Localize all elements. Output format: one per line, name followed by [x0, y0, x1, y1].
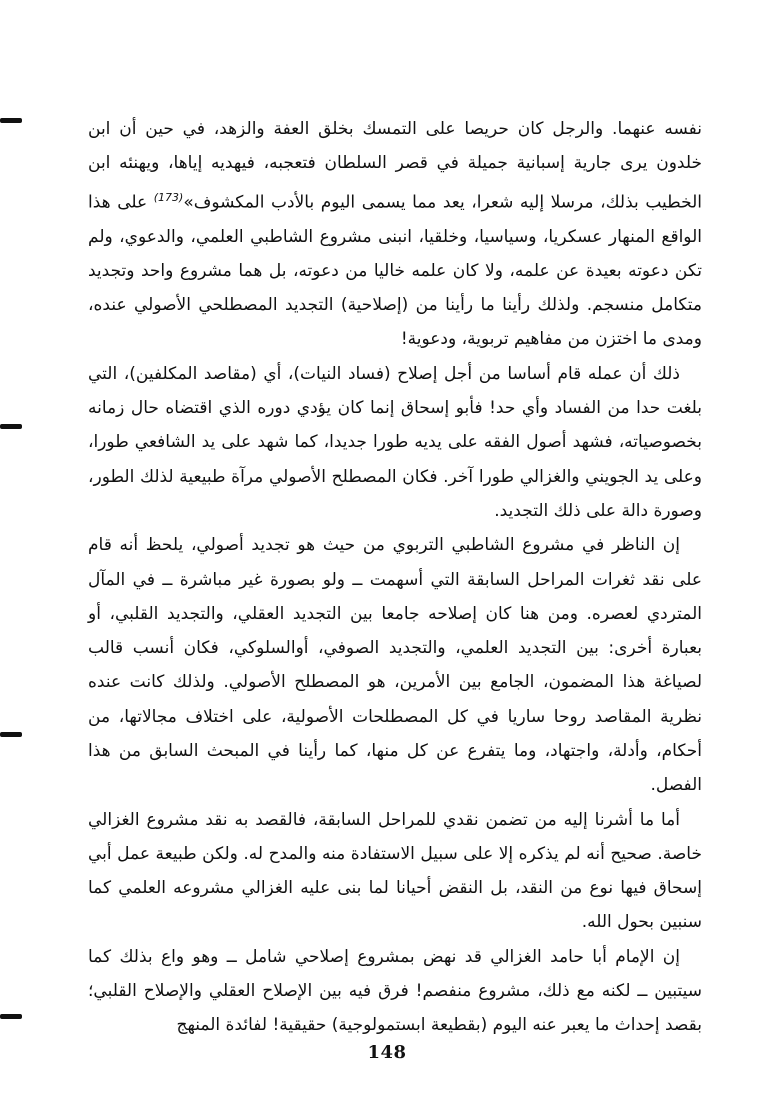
paragraph-text: ذلك أن عمله قام أساسا من أجل إصلاح (فساد النيات)، أي (مقاصد المكلفين)، التي بلغت حدا من الفساد وأي حد! فأبو إسحاق إنما كان يؤدي دوره الذي اقتضاه حال زمانه بخصوصياته، فشهد أصول الفقه على يديه طورا جديدا، كما شهد على يد الشافعي طورا، وعلى يد الجويني والغزالي طورا آخر. فكان المصطلح الأصولي مرآة طبيعية لذلك الطور، وصورة دالة على ذلك التجديد.	[88, 363, 702, 521]
paragraph-2	[88, 357, 702, 528]
paragraph-3	[88, 528, 702, 802]
paragraph-text: إن الإمام أبا حامد الغزالي قد نهض بمشروع إصلاحي شامل ــ وهو واع بذلك كما سيتبين ــ لكنه مع ذلك، مشروع منفصم! فرق فيه بين الإصلاح العقلي والإصلاح القلبي؛ بقصد إحداث ما يعبر عنه اليوم (بقطيعة ابستمولوجية) حقيقية! لفائدة المنهج	[88, 946, 702, 1036]
paragraph-text: إن الناظر في مشروع الشاطبي التربوي من حيث هو تجديد أصولي، يلحظ أنه قام على نقد ثغرات المراحل السابقة التي أسهمت ــ ولو بصورة غير مباشرة ــ في المآل المتردي لعصره. ومن هنا كان إصلاحه جامعا بين التجديد العقلي، والتجديد القلبي، أو بعبارة أخرى: بين التجديد العلمي، والتجديد الصوفي، أوالسلوكي، فكان أنسب قالب لصياغة هذا المضمون، الجامع بين الأمرين، هو المصطلح الأصولي. ولذلك كانت عنده نظرية المقاصد روحا ساريا في كل المصطلحات الأصولية، على اختلاف مجالاتها، من أحكام، وأدلة، واجتهاد، وما يتفرع عن كل منها، كما رأينا في المبحث السابق من هذا الفصل.	[88, 535, 702, 796]
paragraph-text-continued: على هذا الواقع المنهار عسكريا، وسياسيا، وخلقيا، انبنى مشروع الشاطبي العلمي، والدعوي، ولم تكن دعوته بعيدة عن علمه، ولا كان علمه خاليا من دعوته، بل هما مشروع واحد وتجديد متكامل منسجم. ولذلك رأينا ما رأينا من (إصلاحية) التجديد المصطلحي الأصولي عنده، ومدى ما اختزن من مفاهيم تربوية، ودعوية!	[88, 192, 702, 350]
paragraph-1	[88, 112, 702, 357]
paragraph-text: أما ما أشرنا إليه من تضمن نقدي للمراحل السابقة، فالقصد به نقد مشروع الغزالي خاصة. صحيح أنه لم يذكره إلا على سبيل الاستفادة منه والمدح له. ولكن طبيعة عمل أبي إسحاق فيها نوع من النقد، بل النقض أحيانا لما بنى عليه الغزالي مشروعه العلمي كما سنبين بحول الله.	[88, 809, 702, 933]
body-text	[88, 112, 702, 1043]
scan-edge-mark	[0, 424, 22, 429]
scan-edge-mark	[0, 118, 22, 123]
paragraph-5	[88, 940, 702, 1043]
scan-edge-mark	[0, 732, 22, 737]
scan-edge-mark	[0, 1014, 22, 1019]
paragraph-text: نفسه عنهما. والرجل كان حريصا على التمسك بخلق العفة والزهد، في حين أن ابن خلدون يرى جارية إسبانية جميلة في قصر السلطان فتعجبه، فيهديه إياها، ويهنئه ابن الخطيب بذلك، مرسلا إليه شعرا، يعد مما يسمى اليوم بالأدب المكشوف»	[88, 119, 702, 213]
page-number: 148	[367, 1042, 407, 1063]
footnote-reference[interactable]: (173)	[153, 190, 184, 204]
paragraph-4	[88, 803, 702, 940]
